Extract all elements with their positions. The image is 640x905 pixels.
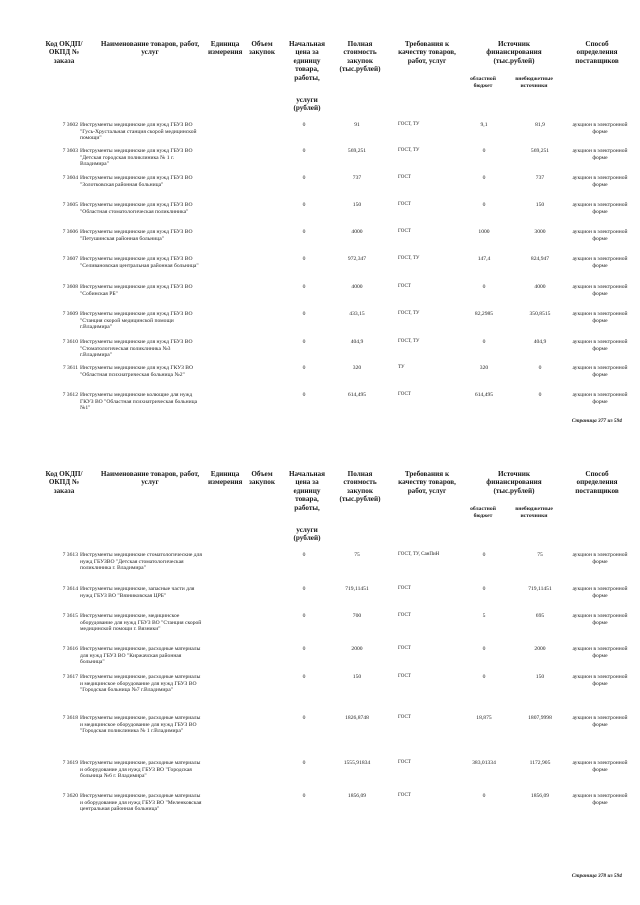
header-source-regional: областной бюджет <box>470 506 496 519</box>
header-price-services: услуги (рублей) <box>293 96 321 113</box>
cell-code: 7 3615 <box>62 613 78 619</box>
cell-name: Инструменты медицинские колющие для нужд ГКУЗ ВО "Областная психиатрическая больница №1" <box>80 392 198 412</box>
cell-req: ГОСТ <box>398 202 411 207</box>
cell-code: 7 3610 <box>62 339 78 345</box>
cell-price: 0 <box>302 256 306 262</box>
header-source: Источник финансирования (тыс.рублей) <box>486 40 542 65</box>
cell-obl: 320 <box>479 365 489 371</box>
page-number: Страница 378 из 594 <box>571 873 622 879</box>
cell-name: Инструменты медицинские стоматологические для нужд ГБУЗВО "Детская стоматологическая поликлиника г. Владимира" <box>80 552 203 572</box>
cell-extra: 3000 <box>534 229 546 235</box>
cell-req: ТУ <box>398 365 405 370</box>
cell-req: ГОСТ, ТУ, СанПиН <box>398 552 440 557</box>
cell-code: 7 3607 <box>62 256 78 262</box>
cell-code: 7 3614 <box>62 586 78 592</box>
cell-code: 7 3609 <box>62 311 78 317</box>
header-source-extra: внебюджетные источники <box>515 76 553 89</box>
header-unit: Единица измерения <box>208 40 243 57</box>
cell-extra: 350,8515 <box>529 311 551 317</box>
cell-obl: 0 <box>482 586 486 592</box>
cell-obl: 383,01334 <box>472 760 496 766</box>
cell-method: аукцион в электронной форме <box>572 613 628 626</box>
cell-method: аукцион в электронной форме <box>572 715 628 728</box>
cell-req: ГОСТ <box>398 793 411 798</box>
cell-cost: 719,11451 <box>345 586 369 592</box>
cell-code: 7 3602 <box>62 122 78 128</box>
cell-name: Инструменты медицинские, медицинское оборудование для нужд ГБУЗ ВО "Станция скорой медицинской помощи г. Вязники" <box>80 613 202 633</box>
cell-req: ГОСТ <box>398 284 411 289</box>
cell-req: ГОСТ, ТУ <box>398 339 420 344</box>
cell-price: 0 <box>302 311 306 317</box>
cell-price: 0 <box>302 552 306 558</box>
cell-req: ГОСТ <box>398 715 411 720</box>
header-method: Способ определения поставщиков <box>575 470 619 495</box>
document-page-377 <box>0 0 640 440</box>
cell-extra: 150 <box>535 202 545 208</box>
header-volume: Объем закупок <box>249 40 275 57</box>
cell-name: Инструменты медицинские для нужд ГБУЗ ВО "Областная стоматологическая поликлиника" <box>80 202 193 215</box>
header-price: Начальная цена за единицу товара, работы, <box>288 40 326 82</box>
cell-cost: 700 <box>352 613 362 619</box>
cell-cost: 1856,09 <box>347 793 367 799</box>
cell-price: 0 <box>302 202 306 208</box>
cell-code: 7 3618 <box>62 715 78 721</box>
cell-extra: 81,9 <box>535 122 545 128</box>
header-price: Начальная цена за единицу товара, работы, <box>288 470 326 512</box>
cell-code: 7 3612 <box>62 392 78 398</box>
cell-method: аукцион в электронной форме <box>572 256 628 269</box>
cell-obl: 0 <box>482 552 486 558</box>
cell-method: аукцион в электронной форме <box>572 674 628 687</box>
cell-extra: 150 <box>535 674 545 680</box>
cell-cost: 75 <box>354 552 360 558</box>
cell-method: аукцион в электронной форме <box>572 284 628 297</box>
cell-method: аукцион в электронной форме <box>572 793 628 806</box>
header-name: Наименование товаров, работ, услуг <box>100 40 200 57</box>
cell-req: ГОСТ <box>398 175 411 180</box>
cell-code: 7 3604 <box>62 175 78 181</box>
cell-price: 0 <box>302 229 306 235</box>
cell-req: ГОСТ <box>398 392 411 397</box>
cell-name: Инструменты медицинские, расходные материалы и оборудование для нужд ГБУЗ ВО "Городская больница №6 г. Владимира" <box>80 760 201 780</box>
document-page-378 <box>0 440 640 905</box>
header-source: Источник финансирования (тыс.рублей) <box>486 470 542 495</box>
header-cost: Полная стоимость закупок (тыс.рублей) <box>339 40 381 74</box>
cell-price: 0 <box>302 793 306 799</box>
cell-obl: 5 <box>482 613 486 619</box>
cell-name: Инструменты медицинские для нужд ГБУЗ ВО "Селивановская центральная районная больница" <box>80 256 199 269</box>
cell-name: Инструменты медицинские, запасные части для нужд ГБУЗ ВО "Вязниковская ЦРБ" <box>80 586 195 599</box>
cell-obl: 0 <box>482 674 486 680</box>
cell-extra: 719,11451 <box>528 586 552 592</box>
cell-price: 0 <box>302 674 306 680</box>
cell-method: аукцион в электронной форме <box>572 311 628 324</box>
cell-obl: 82,2985 <box>474 311 494 317</box>
cell-code: 7 3620 <box>62 793 78 799</box>
cell-code: 7 3608 <box>62 284 78 290</box>
cell-name: Инструменты медицинские для нужд ГБУЗ ВО "Стоматологическая поликлиника №3 г.Владимира" <box>80 339 193 359</box>
cell-cost: 150 <box>352 674 362 680</box>
cell-obl: 18,875 <box>476 715 492 721</box>
cell-obl: 0 <box>482 148 486 154</box>
cell-price: 0 <box>302 284 306 290</box>
cell-cost: 1826,8748 <box>345 715 369 721</box>
cell-extra: 0 <box>538 365 542 371</box>
header-requirements: Требования к качеству товаров, работ, услуг <box>398 470 456 495</box>
cell-req: ГОСТ <box>398 613 411 618</box>
cell-cost: 433,15 <box>349 311 365 317</box>
cell-req: ГОСТ, ТУ <box>398 311 420 316</box>
cell-method: аукцион в электронной форме <box>572 148 628 161</box>
cell-method: аукцион в электронной форме <box>572 175 628 188</box>
cell-extra: 569,251 <box>530 148 550 154</box>
cell-cost: 2000 <box>351 646 363 652</box>
cell-method: аукцион в электронной форме <box>572 552 628 565</box>
header-code: Код ОКДП/ ОКПД № заказа <box>45 40 83 65</box>
cell-price: 0 <box>302 392 306 398</box>
cell-extra: 1856,09 <box>530 793 550 799</box>
cell-extra: 824,947 <box>530 256 550 262</box>
cell-code: 7 3603 <box>62 148 78 154</box>
cell-extra: 75 <box>537 552 543 558</box>
cell-method: аукцион в электронной форме <box>572 646 628 659</box>
cell-name: Инструменты медицинские, расходные материалы и медицинское оборудование для нужд ГБУЗ ВО "Городская поликлиника № 1 г.Владимира" <box>80 715 201 735</box>
cell-cost: 972,347 <box>347 256 367 262</box>
cell-name: Инструменты медицинские, расходные материалы и оборудование для нужд ГБУЗ ВО "Меленковская центральная районная больница" <box>80 793 202 813</box>
cell-method: аукцион в электронной форме <box>572 365 628 378</box>
cell-req: ГОСТ, ТУ <box>398 122 420 127</box>
cell-method: аукцион в электронной форме <box>572 202 628 215</box>
cell-obl: 0 <box>482 339 486 345</box>
cell-name: Инструменты медицинские, расходные материалы и медицинское оборудование для нужд ГБУЗ ВО "Городская больница №7 г.Владимира" <box>80 674 201 694</box>
header-code: Код ОКДП/ ОКПД № заказа <box>45 470 83 495</box>
cell-price: 0 <box>302 148 306 154</box>
cell-extra: 1807,9998 <box>528 715 552 721</box>
cell-method: аукцион в электронной форме <box>572 122 628 135</box>
cell-obl: 9,1 <box>480 122 488 128</box>
cell-code: 7 3605 <box>62 202 78 208</box>
cell-obl: 0 <box>482 175 486 181</box>
cell-code: 7 3619 <box>62 760 78 766</box>
header-volume: Объем закупок <box>249 470 275 487</box>
cell-method: аукцион в электронной форме <box>572 229 628 242</box>
cell-obl: 0 <box>482 793 486 799</box>
header-name: Наименование товаров, работ, услуг <box>100 470 200 487</box>
cell-cost: 1555,91834 <box>343 760 371 766</box>
cell-name: Инструменты медицинские для нужд ГБУЗ ВО "Гусь-Хрустальная станция скорой медицинской помощи" <box>80 122 197 142</box>
cell-req: ГОСТ, ТУ <box>398 148 420 153</box>
cell-price: 0 <box>302 365 306 371</box>
cell-cost: 4000 <box>351 284 363 290</box>
page-number: Страница 377 из 594 <box>571 418 622 424</box>
cell-price: 0 <box>302 715 306 721</box>
cell-code: 7 3616 <box>62 646 78 652</box>
cell-extra: 737 <box>535 175 545 181</box>
cell-price: 0 <box>302 613 306 619</box>
cell-obl: 0 <box>482 646 486 652</box>
cell-method: аукцион в электронной форме <box>572 760 628 773</box>
cell-obl: 614,495 <box>474 392 494 398</box>
cell-req: ГОСТ <box>398 586 411 591</box>
header-unit: Единица измерения <box>208 470 243 487</box>
cell-cost: 404,9 <box>350 339 364 345</box>
cell-code: 7 3606 <box>62 229 78 235</box>
cell-price: 0 <box>302 175 306 181</box>
cell-cost: 150 <box>352 202 362 208</box>
header-cost: Полная стоимость закупок (тыс.рублей) <box>339 470 381 504</box>
cell-name: Инструменты медицинские, расходные материалы для нужд ГБУЗ ВО "Киржачская районная больница" <box>80 646 201 666</box>
cell-name: Инструменты медицинские для нужд ГБУЗ ВО "Золотковская районная больница" <box>80 175 193 188</box>
cell-extra: 695 <box>535 613 545 619</box>
cell-obl: 147,4 <box>477 256 491 262</box>
cell-name: Инструменты медицинские для нужд ГБУЗ ВО "Петушинская районная больница" <box>80 229 193 242</box>
cell-extra: 0 <box>538 392 542 398</box>
cell-name: Инструменты медицинские для нужд ГБУЗ ВО "Детская городская поликлиника № 1 г. Владимира" <box>80 148 193 168</box>
cell-price: 0 <box>302 646 306 652</box>
cell-req: ГОСТ <box>398 229 411 234</box>
cell-extra: 1172,905 <box>529 760 551 766</box>
cell-cost: 569,251 <box>347 148 367 154</box>
cell-extra: 4000 <box>534 284 546 290</box>
cell-name: Инструменты медицинские для нужд ГБУЗ ВО "Собинская РБ" <box>80 284 193 297</box>
cell-cost: 320 <box>352 365 362 371</box>
cell-extra: 2000 <box>534 646 546 652</box>
cell-extra: 404,9 <box>533 339 547 345</box>
cell-price: 0 <box>302 339 306 345</box>
cell-obl: 0 <box>482 202 486 208</box>
cell-code: 7 3611 <box>62 365 78 371</box>
header-price-services: услуги (рублей) <box>293 526 321 543</box>
cell-method: аукцион в электронной форме <box>572 392 628 405</box>
cell-code: 7 3617 <box>62 674 78 680</box>
cell-obl: 0 <box>482 284 486 290</box>
cell-cost: 91 <box>354 122 360 128</box>
header-requirements: Требования к качеству товаров, работ, услуг <box>398 40 456 65</box>
cell-price: 0 <box>302 122 306 128</box>
cell-method: аукцион в электронной форме <box>572 586 628 599</box>
cell-req: ГОСТ <box>398 646 411 651</box>
cell-req: ГОСТ <box>398 674 411 679</box>
header-source-regional: областной бюджет <box>470 76 496 89</box>
cell-cost: 737 <box>352 175 362 181</box>
cell-code: 7 3613 <box>62 552 78 558</box>
cell-name: Инструменты медицинские для нужд ГБУЗ ВО "Станция скорой медицинской помощи г.Владимира" <box>80 311 193 331</box>
cell-obl: 1000 <box>478 229 490 235</box>
cell-cost: 4000 <box>351 229 363 235</box>
header-source-extra: внебюджетные источники <box>515 506 553 519</box>
cell-req: ГОСТ <box>398 760 411 765</box>
cell-cost: 614,495 <box>347 392 367 398</box>
header-method: Способ определения поставщиков <box>575 40 619 65</box>
cell-method: аукцион в электронной форме <box>572 339 628 352</box>
cell-price: 0 <box>302 760 306 766</box>
cell-price: 0 <box>302 586 306 592</box>
cell-name: Инструменты медицинские для нужд ГКУЗ ВО "Областная психиатрическая больница №2" <box>80 365 194 378</box>
cell-req: ГОСТ, ТУ <box>398 256 420 261</box>
